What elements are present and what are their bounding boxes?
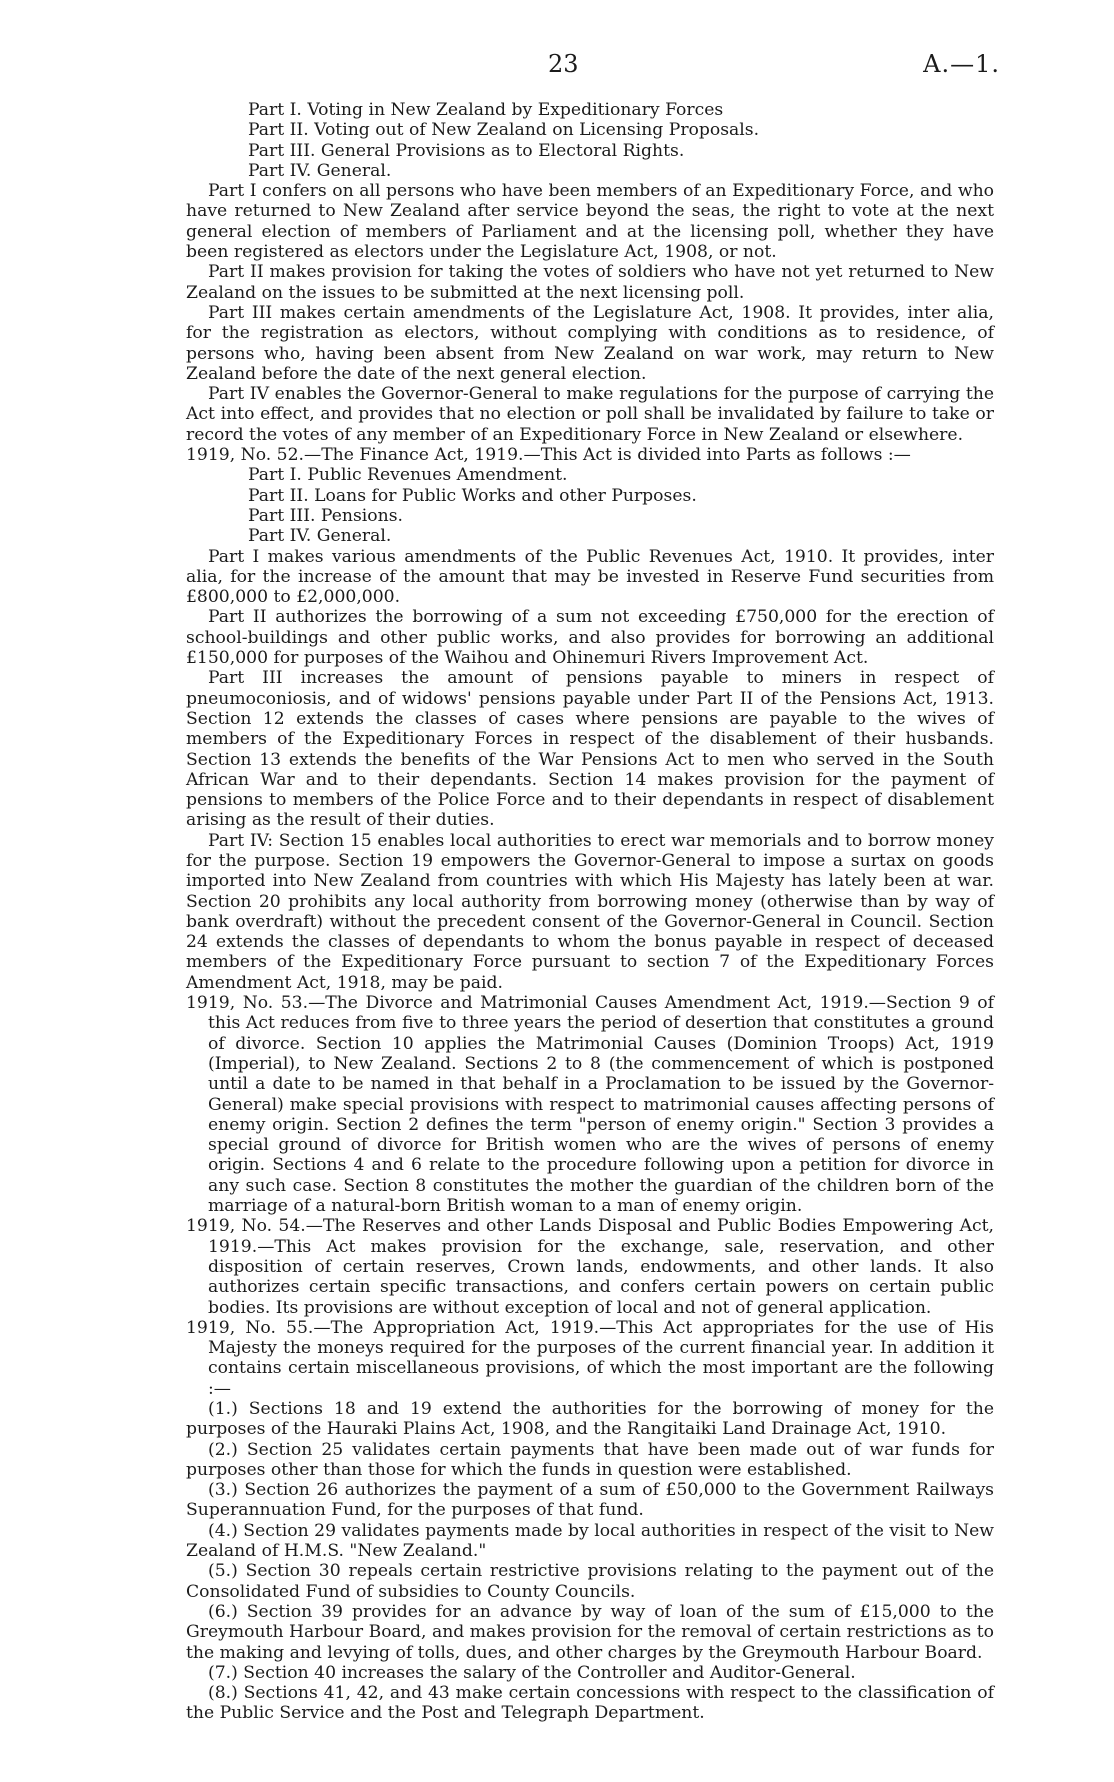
act-entry-54: 1919, No. 54.—The Reserves and other Lands Disposal and Public Bodies Empowering Act, 1919.—This Act makes provision for the exchange, sale, reservation, and other disposition of certain reserves, Crown lands, endowments, and other lands. It also authorizes certain specific transactions, and confers certain powers on certain public bodies. Its provisions are without exception of local and not of general application. [186,1216,994,1318]
part-item: Part I. Voting in New Zealand by Expeditionary Forces [248,100,724,120]
paragraph-finance-part-2: Part II authorizes the borrowing of a sum not exceeding £750,000 for the erection of school-buildings and other public works, and also provides for borrowing an additional £150,000 for purposes of the Waihou and Ohinemuri Rivers Improvement Act. [186,607,994,669]
finance-act-parts-list [186,465,994,546]
part-item: Part IV. General. [248,526,392,547]
part-item: Part IV. General. [248,160,392,181]
paragraph-finance-part-1: Part I makes various amendments of the Public Revenues Act, 1910. It provides, inter alia, for the increase of the amount that may be invested in Reserve Fund securities from £800,000 to £2,000,000. [186,546,994,608]
paragraph-part-2: Part II makes provision for taking the votes of soldiers who have not yet returned to New Zealand on the issues to be submitted at the next licensing poll. [186,262,994,303]
part-item: Part II. Loans for Public Works and other Purposes. [248,485,697,506]
paragraph-finance-part-3: Part III increases the amount of pensions payable to miners in respect of pneumoconiosis, and of widows' pensions payable under Part II of the Pensions Act, 1913. Section 12 extends the classes of cases where pensions are payable to the wives of members of the Expeditionary Forces in respect of the disablement of their husbands. Section 13 extends the benefits of the War Pensions Act to men who served in the South African War and to their dependants. Section 14 makes provision for the payment of pensions to members of the Police Force and to their dependants in respect of disablement arising as the result of their duties. [186,668,994,831]
page-body [186,100,994,1724]
part-item: Part I. Public Revenues Amendment. [248,465,568,486]
act-entry-53: 1919, No. 53.—The Divorce and Matrimonial Causes Amendment Act, 1919.—Section 9 of this Act reduces from five to three years the period of desertion that constitutes a ground of divorce. Section 10 applies the Matrimonial Causes (Dominion Troops) Act, 1919 (Imperial), to New Zealand. Sections 2 to 8 (the commencement of which is postponed until a date to be named in that behalf in a Proclamation to be issued by the Governor-General) make special provisions with respect to matrimonial causes affecting persons of enemy origin. Section 2 defines the term "person of enemy origin." Section 3 provides a special ground of divorce for British women who are the wives of persons of enemy origin. Sections 4 and 6 relate to the procedure following upon a petition for divorce in any such case. Section 8 constitutes the mother the guardian of the children born of the marriage of a natural-born British woman to a man of enemy origin. [186,993,994,1217]
appropriation-item: (6.) Section 39 provides for an advance by way of loan of the sum of £15,000 to the Greymouth Harbour Board, and makes provision for the removal of certain restrictions as to the making and levying of tolls, dues, and other charges by the Greymouth Harbour Board. [186,1601,994,1663]
paragraph-part-1: Part I confers on all persons who have been members of an Expeditionary Force, and who have returned to New Zealand after service beyond the seas, the right to vote at the next general election of members of Parliament and at the licensing poll, whether they have been registered as electors under the Legislature Act, 1908, or not. [186,181,994,263]
act-entry-52: 1919, No. 52.—The Finance Act, 1919.—This Act is divided into Parts as follows :— [186,445,911,466]
appropriation-item: (5.) Section 30 repeals certain restrictive provisions relating to the payment out of the Consolidated Fund of subsidies to County Councils. [186,1561,994,1602]
page-number: 23 [548,50,579,78]
act-entry-55: 1919, No. 55.—The Appropriation Act, 1919.—This Act appropriates for the use of His Majesty the moneys required for the purposes of the current financial year. In addition it contains certain miscellaneous provisions, of which the most important are the following :— [186,1317,994,1399]
appropriation-item: (8.) Sections 41, 42, and 43 make certain concessions with respect to the classification of the Public Service and the Post and Telegraph Department. [186,1683,994,1724]
paragraph-part-4: Part IV enables the Governor-General to make regulations for the purpose of carrying the Act into effect, and provides that no election or poll shall be invalidated by failure to take or record the votes of any member of an Expeditionary Force in New Zealand or elsewhere. [186,384,994,445]
part-item: Part II. Voting out of New Zealand on Licensing Proposals. [248,120,760,141]
document-reference: A.—1. [923,50,1000,78]
part-item: Part III. Pensions. [248,505,403,526]
paragraph-finance-part-4: Part IV: Section 15 enables local authorities to erect war memorials and to borrow money for the purpose. Section 19 empowers the Governor-General to impose a surtax on goods imported into New Zealand from countries with which His Majesty has lately been at war. Section 20 prohibits any local authority from borrowing money (otherwise than by way of bank overdraft) without the precedent consent of the Governor-General in Council. Section 24 extends the classes of dependants to whom the bonus payable in respect of deceased members of the Expeditionary Force pursuant to section 7 of the Expeditionary Forces Amendment Act, 1918, may be paid. [186,830,994,993]
appropriation-item: (2.) Section 25 validates certain payments that have been made out of war funds for purposes other than those for which the funds in question were established. [186,1439,994,1480]
appropriation-item: (1.) Sections 18 and 19 extend the authorities for the borrowing of money for the purposes of the Hauraki Plains Act, 1908, and the Rangitaiki Land Drainage Act, 1910. [186,1399,994,1440]
appropriation-item: (4.) Section 29 validates payments made by local authorities in respect of the visit to New Zealand of H.M.S. "New Zealand." [186,1520,994,1562]
part-item: Part III. General Provisions as to Electoral Rights. [248,140,685,161]
page-header [0,50,1114,80]
paragraph-part-3: Part III makes certain amendments of the Legislature Act, 1908. It provides, inter alia, for the registration as electors, without complying with conditions as to residence, of persons who, having been absent from New Zealand on war work, may return to New Zealand before the date of the next general election. [186,302,994,384]
appropriation-item: (3.) Section 26 authorizes the payment of a sum of £50,000 to the Government Railways Superannuation Fund, for the purposes of that fund. [186,1480,994,1521]
electoral-act-parts-list [186,100,994,181]
appropriation-item: (7.) Section 40 increases the salary of the Controller and Auditor-General. [208,1662,856,1683]
